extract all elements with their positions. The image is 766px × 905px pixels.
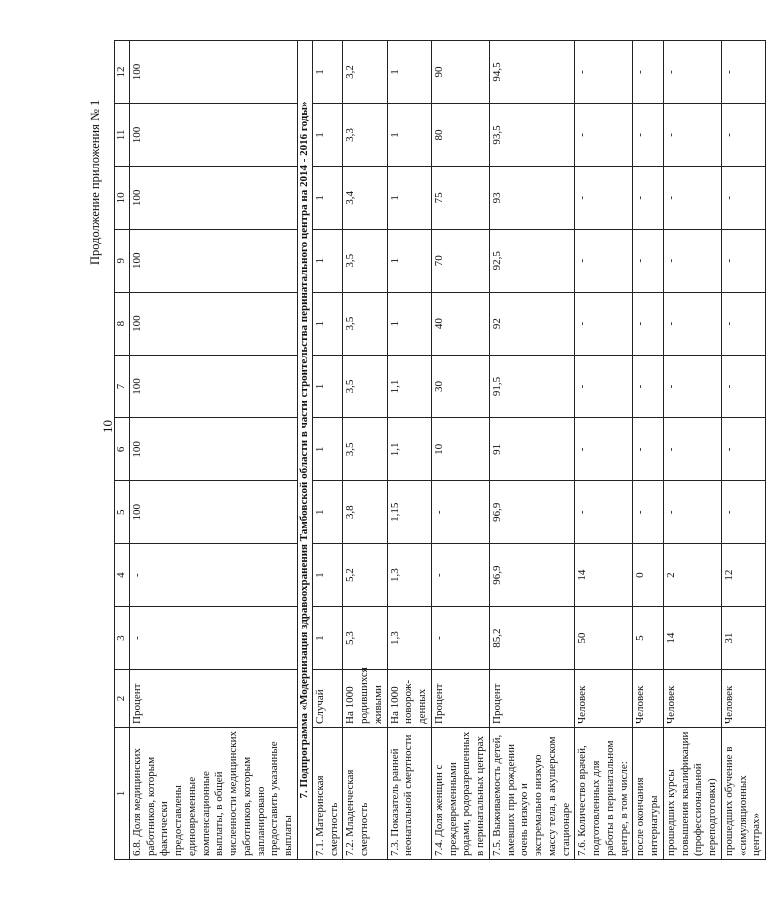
unit-cell: Случай (312, 670, 343, 728)
value-cell: 85,2 (489, 607, 575, 670)
value-cell: 80 (431, 103, 489, 166)
value-cell: - (663, 292, 721, 355)
value-cell: 1 (312, 166, 343, 229)
column-number-cell: 4 (115, 544, 130, 607)
indicator-cell: после окончания интернатуры (633, 728, 664, 860)
value-cell: - (575, 41, 633, 104)
value-cell: 1 (312, 41, 343, 104)
table-row (129, 41, 297, 860)
value-cell: - (663, 103, 721, 166)
value-cell: 94,5 (489, 41, 575, 104)
value-cell: 100 (129, 166, 297, 229)
table-body (115, 41, 766, 860)
value-cell: - (721, 355, 765, 418)
value-cell: 100 (129, 41, 297, 104)
table-row (575, 41, 633, 860)
value-cell: 0 (633, 544, 664, 607)
column-number-cell: 5 (115, 481, 130, 544)
indicator-cell: 7.2. Младенческая смертность (343, 728, 387, 860)
value-cell: 1 (387, 41, 431, 104)
unit-cell: Процент (129, 670, 297, 728)
value-cell: 5,2 (343, 544, 387, 607)
value-cell: 91,5 (489, 355, 575, 418)
unit-cell: Человек (663, 670, 721, 728)
value-cell: - (721, 103, 765, 166)
value-cell: 91 (489, 418, 575, 481)
value-cell: 90 (431, 41, 489, 104)
value-cell: 3,2 (343, 41, 387, 104)
unit-cell: Человек (633, 670, 664, 728)
value-cell: 1,1 (387, 355, 431, 418)
value-cell: 100 (129, 103, 297, 166)
value-cell: 100 (129, 292, 297, 355)
table-row (489, 41, 575, 860)
value-cell: - (431, 544, 489, 607)
value-cell: 93,5 (489, 103, 575, 166)
indicator-cell: 7.5. Выживаемость детей, имевших при рождении очень низкую и экстремально низкую массу тела, в акушерском стационаре (489, 728, 575, 860)
value-cell: 92 (489, 292, 575, 355)
value-cell: 1 (387, 229, 431, 292)
value-cell: - (663, 229, 721, 292)
indicator-cell: 6.8. Доля медицинских работников, которым фактически предоставлены единовременные компенсационные выплаты, в общей численности медицинских работников, которым запланировано предоставить указанные выплаты (129, 728, 297, 860)
value-cell: - (721, 229, 765, 292)
value-cell: - (575, 103, 633, 166)
value-cell: 1 (312, 544, 343, 607)
value-cell: 3,4 (343, 166, 387, 229)
column-number-cell: 2 (115, 670, 130, 728)
value-cell: - (633, 355, 664, 418)
value-cell: 100 (129, 229, 297, 292)
value-cell: - (663, 166, 721, 229)
value-cell: 1 (312, 103, 343, 166)
indicator-cell: 7.3. Показатель ранней неонатальной смертности (387, 728, 431, 860)
value-cell: 100 (129, 481, 297, 544)
value-cell: 14 (663, 607, 721, 670)
value-cell: - (129, 544, 297, 607)
value-cell: - (575, 418, 633, 481)
value-cell: 92,5 (489, 229, 575, 292)
column-number-cell: 9 (115, 229, 130, 292)
column-number-cell: 12 (115, 41, 130, 104)
table-row (663, 41, 721, 860)
value-cell: - (633, 292, 664, 355)
column-number-cell: 10 (115, 166, 130, 229)
value-cell: 96,9 (489, 481, 575, 544)
indicator-cell: 7.4. Доля женщин с преждевременными родами, родоразрешенных в перинатальных центрах (431, 728, 489, 860)
value-cell: - (721, 481, 765, 544)
column-number-cell: 6 (115, 418, 130, 481)
section-row (297, 41, 312, 860)
value-cell: 1 (312, 418, 343, 481)
value-cell: 3,3 (343, 103, 387, 166)
value-cell: 1 (387, 166, 431, 229)
section-title: 7. Подпрограмма «Модернизация здравоохранения Тамбовской области в части строительства перинатального центра на 2014 - 2016 годы» (297, 41, 312, 860)
value-cell: - (633, 166, 664, 229)
value-cell: 1 (387, 103, 431, 166)
table-row (721, 41, 765, 860)
indicator-cell: прошедших курсы повышения квалификации (профессиональной переподготовки) (663, 728, 721, 860)
value-cell: 1 (312, 481, 343, 544)
value-cell: 31 (721, 607, 765, 670)
value-cell: 2 (663, 544, 721, 607)
unit-cell: Человек (575, 670, 633, 728)
indicators-table (114, 40, 766, 860)
value-cell: 70 (431, 229, 489, 292)
value-cell: - (575, 166, 633, 229)
value-cell: 1,3 (387, 544, 431, 607)
column-number-cell: 11 (115, 103, 130, 166)
unit-cell: На 1000 новорож-денных (387, 670, 431, 728)
unit-cell: Процент (431, 670, 489, 728)
value-cell: - (575, 292, 633, 355)
value-cell: 40 (431, 292, 489, 355)
value-cell: 30 (431, 355, 489, 418)
value-cell: 75 (431, 166, 489, 229)
value-cell: - (721, 41, 765, 104)
value-cell: 93 (489, 166, 575, 229)
column-number-cell: 3 (115, 607, 130, 670)
value-cell: 100 (129, 418, 297, 481)
value-cell: 3,5 (343, 229, 387, 292)
value-cell: - (633, 103, 664, 166)
value-cell: 1 (312, 229, 343, 292)
value-cell: - (663, 418, 721, 481)
value-cell: - (431, 481, 489, 544)
value-cell: 12 (721, 544, 765, 607)
value-cell: - (575, 481, 633, 544)
value-cell: 14 (575, 544, 633, 607)
value-cell: 1,1 (387, 418, 431, 481)
value-cell: - (633, 229, 664, 292)
value-cell: - (663, 41, 721, 104)
table-row (343, 41, 387, 860)
value-cell: 5,3 (343, 607, 387, 670)
page-number: 10 (100, 420, 115, 433)
value-cell: 1 (312, 355, 343, 418)
value-cell: - (721, 292, 765, 355)
value-cell: 50 (575, 607, 633, 670)
indicator-cell: 7.1. Материнская смертность (312, 728, 343, 860)
value-cell: 96,9 (489, 544, 575, 607)
unit-cell: Человек (721, 670, 765, 728)
indicator-cell: прошедших обучение в «симуляционных центрах» (721, 728, 765, 860)
value-cell: - (633, 418, 664, 481)
value-cell: 1 (387, 292, 431, 355)
value-cell: 1,15 (387, 481, 431, 544)
value-cell: 10 (431, 418, 489, 481)
column-number-cell: 1 (115, 728, 130, 860)
value-cell: 1 (312, 292, 343, 355)
value-cell: - (633, 481, 664, 544)
value-cell: - (721, 418, 765, 481)
value-cell: - (575, 355, 633, 418)
column-number-cell: 7 (115, 355, 130, 418)
table-row (633, 41, 664, 860)
value-cell: - (633, 41, 664, 104)
value-cell: 5 (633, 607, 664, 670)
value-cell: - (575, 229, 633, 292)
value-cell: - (721, 166, 765, 229)
value-cell: 3,8 (343, 481, 387, 544)
unit-cell: На 1000 родившихся живыми (343, 670, 387, 728)
column-number-row (115, 41, 130, 860)
table-row (387, 41, 431, 860)
value-cell: - (663, 481, 721, 544)
value-cell: - (663, 355, 721, 418)
value-cell: 100 (129, 355, 297, 418)
value-cell: - (431, 607, 489, 670)
value-cell: - (129, 607, 297, 670)
value-cell: 1 (312, 607, 343, 670)
value-cell: 3,5 (343, 355, 387, 418)
table-row (431, 41, 489, 860)
column-number-cell: 8 (115, 292, 130, 355)
unit-cell: Процент (489, 670, 575, 728)
continuation-note: Продолжение приложения № 1 (88, 99, 102, 265)
indicator-cell: 7.6. Количество врачей, подготовленных для работы в перинатальном центре, в том числе: (575, 728, 633, 860)
value-cell: 3,5 (343, 418, 387, 481)
table-row (312, 41, 343, 860)
value-cell: 3,5 (343, 292, 387, 355)
value-cell: 1,3 (387, 607, 431, 670)
